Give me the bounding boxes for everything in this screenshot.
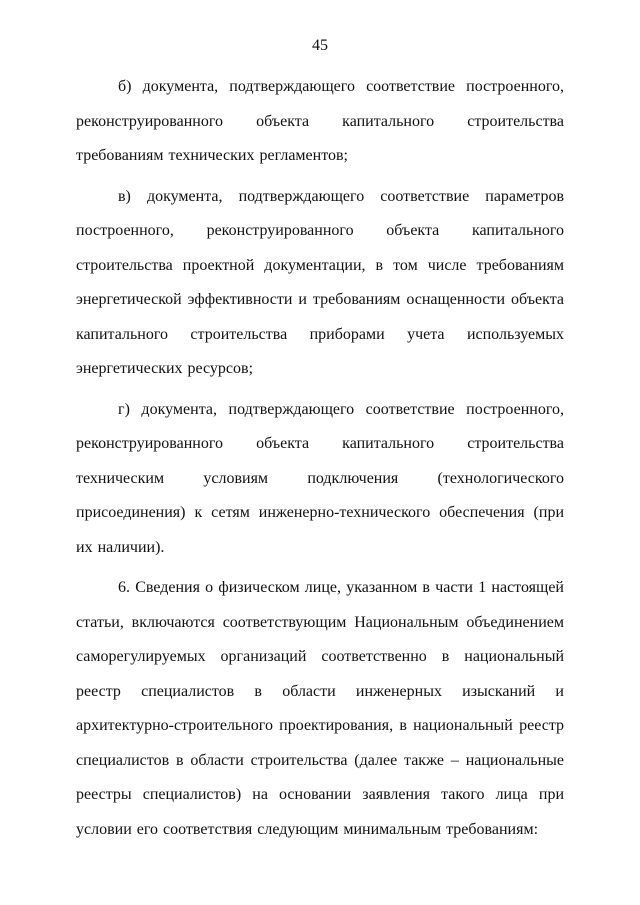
paragraph-6: 6. Сведения о физическом лице, указанном в части 1 настоящей статьи, включаются соответствующим Национальным объединением саморегулируемых организаций соответственно в национальный реестр специалистов в области инженерных изысканий и архитектурно-строительного проектирования, в национальный реестр специалистов в области строительства (далее также – национальные реестры специалистов) на основании заявления такого лица при условии его соответствия следующим минимальным требованиям: bbox=[76, 579, 564, 838]
paragraph-g: г) документа, подтверждающего соответствие построенного, реконструированного объекта капитального строительства техническим условиям подключения (технологического присоединения) к сетям инженерно-технического обеспечения (при их наличии). bbox=[76, 400, 564, 556]
document-body bbox=[76, 70, 564, 853]
page-number: 45 bbox=[312, 37, 328, 54]
paragraph-b: б) документа, подтверждающего соответствие построенного, реконструированного объекта капитального строительства требованиям технических регламентов; bbox=[76, 78, 564, 164]
paragraph-v: в) документа, подтверждающего соответствие параметров построенного, реконструированного объекта капитального строительства проектной документации, в том числе требованиям энергетической эффективности и требованиям оснащенности объекта капитального строительства приборами учета используемых энергетических ресурсов; bbox=[76, 187, 564, 377]
